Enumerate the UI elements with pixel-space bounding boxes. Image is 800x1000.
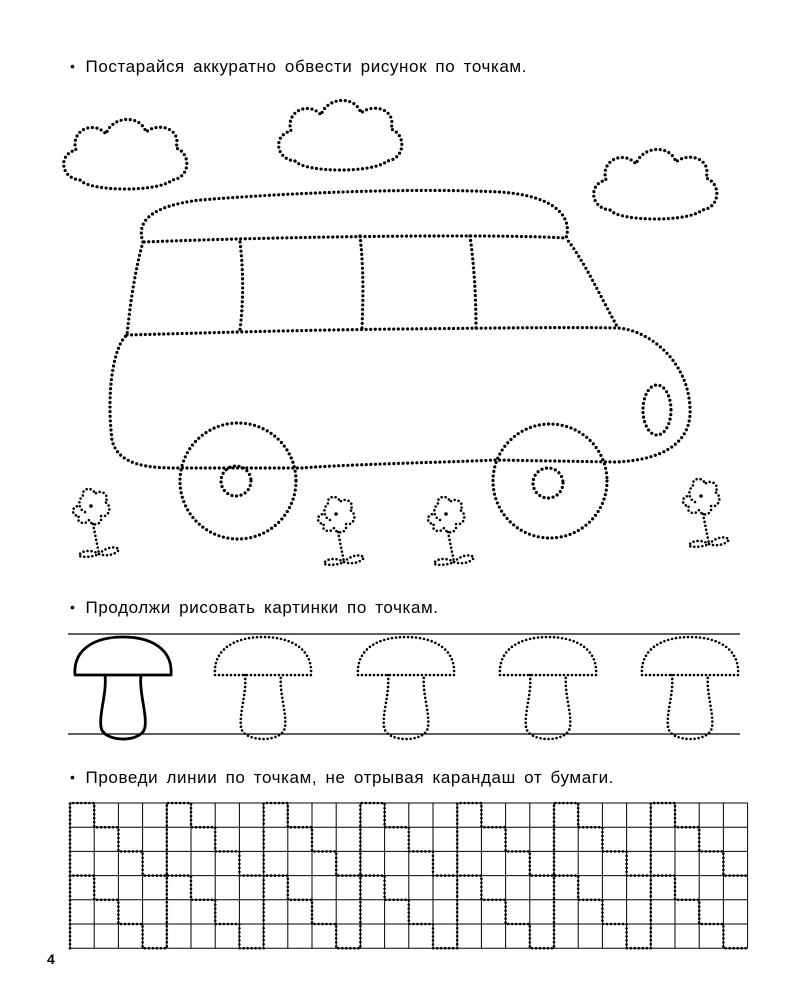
cloud-icon xyxy=(279,100,402,170)
bus-icon xyxy=(110,190,690,539)
cloud-icon xyxy=(594,149,717,219)
mushroom-dotted-icon xyxy=(215,637,311,739)
flower-icon xyxy=(428,497,474,565)
mushroom-dotted-icon xyxy=(642,637,738,739)
instruction-text: Постарайся аккуратно обвести рисунок по точкам. xyxy=(85,57,528,76)
bullet-icon: • xyxy=(70,599,76,615)
bullet-icon: • xyxy=(70,58,76,74)
mushroom-sample-icon xyxy=(75,637,171,739)
flower-icon xyxy=(73,489,119,557)
mushroom-dotted-icon xyxy=(500,637,596,739)
bullet-icon: • xyxy=(70,769,76,785)
flower-icon xyxy=(683,479,729,547)
instruction-text: Продолжи рисовать картинки по точкам. xyxy=(85,598,439,617)
page-number: 4 xyxy=(47,951,55,967)
exercise3-grid xyxy=(70,803,748,948)
instruction-text: Проведи линии по точкам, не отрывая карандаш от бумаги. xyxy=(85,768,614,787)
exercise2-picture xyxy=(68,634,740,739)
exercise1-picture xyxy=(64,100,729,564)
mushroom-dotted-icon xyxy=(358,637,454,739)
flower-icon xyxy=(318,497,364,565)
cloud-icon xyxy=(64,119,187,189)
